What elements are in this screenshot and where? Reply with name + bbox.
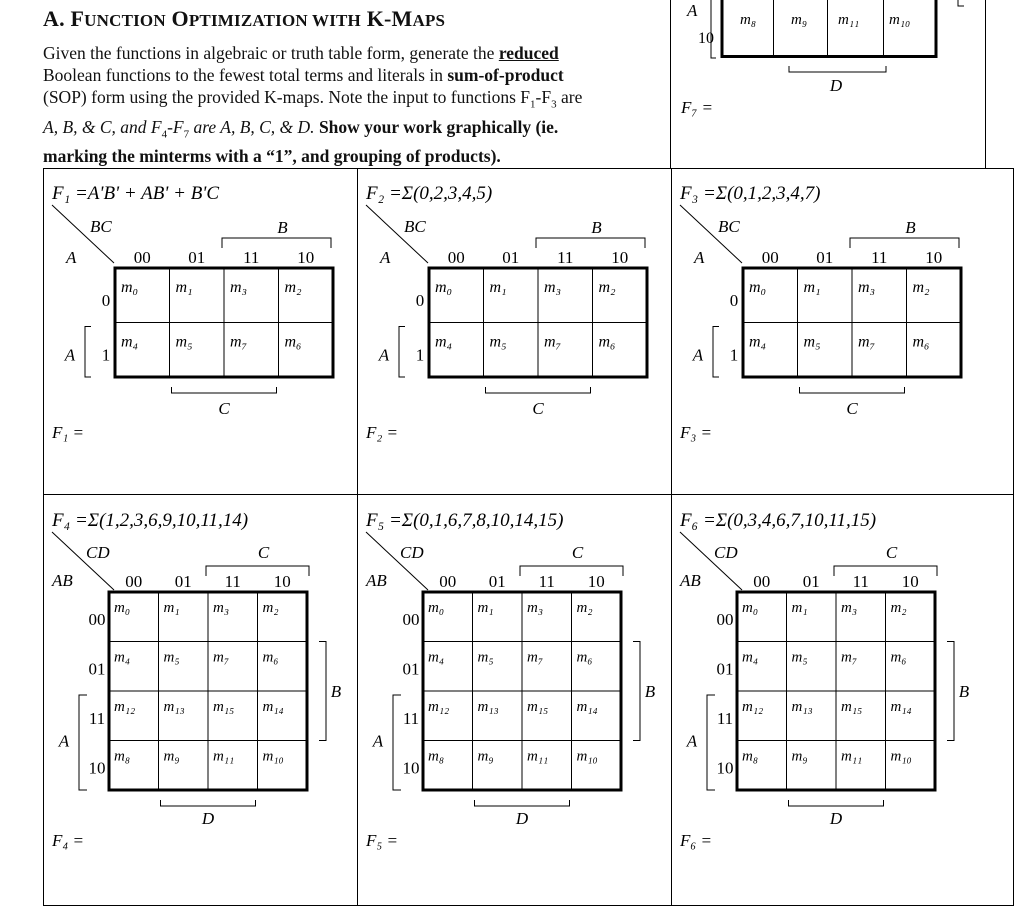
minterm-cell: m₁₂ <box>742 699 764 715</box>
row-header: 0 <box>729 291 739 310</box>
col-header: 11 <box>224 572 241 591</box>
row-header: 1 <box>101 345 111 365</box>
minterm-cell: m₂ <box>890 600 907 616</box>
row-header: 11 <box>88 709 106 728</box>
minterm-cell: m₅ <box>803 333 821 351</box>
row-header: 0 <box>415 291 425 310</box>
function-title: F₅ =Σ(0,1,6,7,8,10,14,15) <box>366 510 564 531</box>
f7-var-d: D <box>829 76 843 95</box>
col-header: 00 <box>447 248 465 267</box>
f7-cell: m₈ <box>740 12 757 28</box>
row-header: 01 <box>88 659 106 679</box>
row-header: 00 <box>716 610 734 629</box>
f7-cell: m₁₁ <box>838 12 860 28</box>
minterm-cell: m₅ <box>477 649 494 666</box>
corner-row-var: A <box>694 248 705 267</box>
kmap4-panel-6 <box>679 510 970 850</box>
minterm-cell: m₇ <box>527 649 544 666</box>
corner-col-vars: BC <box>404 217 426 236</box>
corner-col-vars: BC <box>90 217 112 236</box>
minterm-cell: m₁₃ <box>477 699 499 715</box>
row-header: 1 <box>415 345 425 365</box>
col-header: 01 <box>802 572 820 591</box>
row-header: 11 <box>716 709 734 728</box>
minterm-cell: m₃ <box>841 600 858 616</box>
col-header: 10 <box>901 572 919 591</box>
var-b-label: B <box>591 218 602 237</box>
minterm-cell: m₁₃ <box>163 699 185 715</box>
minterm-cell: m₄ <box>435 333 453 351</box>
var-b-label: B <box>330 682 342 701</box>
minterm-cell: m₁₅ <box>841 699 863 715</box>
minterm-cell: m₁ <box>175 279 193 296</box>
minterm-cell: m₁₀ <box>576 748 598 765</box>
function-answer: F₁ = <box>52 423 85 442</box>
minterm-cell: m₆ <box>576 649 593 666</box>
var-a-label: A <box>64 345 76 365</box>
minterm-cell: m₅ <box>175 333 193 351</box>
minterm-cell: m₁₅ <box>527 699 549 715</box>
corner-col-vars: BC <box>718 217 740 236</box>
minterm-cell: m₃ <box>527 600 544 616</box>
var-a-label: A <box>58 731 70 751</box>
col-header: 01 <box>488 572 506 591</box>
minterm-cell: m₉ <box>791 748 808 765</box>
minterm-cell: m₂ <box>284 279 302 296</box>
minterm-cell: m₁₁ <box>527 748 549 765</box>
col-header: 00 <box>125 572 143 591</box>
minterm-cell: m₁ <box>489 279 507 296</box>
row-header: 00 <box>88 610 106 629</box>
minterm-cell: m₅ <box>489 333 507 351</box>
kmap4-panel-4 <box>51 510 342 850</box>
row-header: 10 <box>716 758 734 778</box>
function-title: F₆ =Σ(0,3,4,6,7,10,11,15) <box>680 510 877 531</box>
minterm-cell: m₄ <box>114 649 131 666</box>
col-header: 01 <box>816 248 834 267</box>
var-d-label: D <box>829 809 843 828</box>
function-title: F₂ =Σ(0,2,3,4,5) <box>366 183 493 204</box>
function-answer: F₃ = <box>680 423 713 442</box>
function-title: F₁ =A'B' + AB' + B'C <box>52 183 220 204</box>
instructions: Given the functions in algebraic or truth table form, generate the reduced Boolean functions to the fewest total terms and literals in sum-of-product (SOP) form using the provided K-maps. Note the input to functions $F_1-F_3$ are A, B, & C, and $F_4-F_7$ are A, B, C, & D. Show your work graphically (ie. marking the minterms with a “1”, and grouping of products). <box>43 43 583 166</box>
minterm-cell: m₄ <box>121 333 139 351</box>
row-header: 10 <box>402 758 420 778</box>
corner-row-vars: AB <box>366 571 387 590</box>
minterm-cell: m₀ <box>121 279 139 296</box>
var-a-label: A <box>372 731 384 751</box>
minterm-cell: m₀ <box>428 600 445 616</box>
var-c-label: C <box>885 543 898 562</box>
row-header: 11 <box>402 709 420 728</box>
col-header: 11 <box>538 572 555 591</box>
minterm-cell: m₀ <box>742 600 759 616</box>
var-b-label: B <box>958 682 970 701</box>
minterm-cell: m₇ <box>213 649 230 666</box>
minterm-cell: m₆ <box>262 649 279 666</box>
minterm-cell: m₁ <box>163 600 180 616</box>
corner-col-vars: CD <box>714 543 738 562</box>
col-header: 01 <box>174 572 192 591</box>
var-b-label: B <box>644 682 656 701</box>
minterm-cell: m₂ <box>598 279 616 296</box>
col-header: 00 <box>133 248 151 267</box>
minterm-cell: m₁₅ <box>213 699 235 715</box>
minterm-cell: m₆ <box>912 333 930 351</box>
minterm-cell: m₁₁ <box>841 748 863 765</box>
minterm-cell: m₄ <box>742 649 759 666</box>
minterm-cell: m₁₂ <box>428 699 450 715</box>
minterm-cell: m₀ <box>749 279 767 296</box>
minterm-cell: m₆ <box>890 649 907 666</box>
var-c-label: C <box>571 543 584 562</box>
var-a-label: A <box>686 731 698 751</box>
minterm-cell: m₁₄ <box>890 699 912 715</box>
row-header: 01 <box>402 659 420 679</box>
var-b-label: B <box>277 218 288 237</box>
minterm-cell: m₁₁ <box>213 748 235 765</box>
minterm-cell: m₁₄ <box>576 699 598 715</box>
minterm-cell: m₂ <box>576 600 593 616</box>
function-answer: F₄ = <box>52 831 85 850</box>
section-title: A. FUNCTION OPTIMIZATION WITH K-MAPS <box>43 6 446 31</box>
f7-answer: F₇ = <box>681 98 714 117</box>
f7-kmap-fragment <box>680 0 964 117</box>
minterm-cell: m₃ <box>858 279 876 296</box>
minterm-cell: m₁ <box>477 600 494 616</box>
var-b-label: B <box>905 218 916 237</box>
minterm-cell: m₂ <box>912 279 930 296</box>
row-header: 00 <box>402 610 420 629</box>
col-header: 10 <box>273 572 291 591</box>
minterm-cell: m₃ <box>544 279 562 296</box>
row-header: 10 <box>88 758 106 778</box>
minterm-cell: m₆ <box>598 333 616 351</box>
corner-col-vars: CD <box>86 543 110 562</box>
minterm-cell: m₁₀ <box>262 748 284 765</box>
f7-var-a: A <box>687 1 698 20</box>
col-header: 01 <box>502 248 520 267</box>
minterm-cell: m₃ <box>230 279 248 296</box>
kmap3-panel-2 <box>365 183 647 442</box>
col-header: 11 <box>243 248 260 267</box>
function-answer: F₆ = <box>680 831 713 850</box>
var-c-label: C <box>532 399 544 418</box>
minterm-cell: m₂ <box>262 600 279 616</box>
function-answer: F₅ = <box>366 831 399 850</box>
function-answer: F₂ = <box>366 423 399 442</box>
minterm-cell: m₈ <box>742 748 759 765</box>
minterm-cell: m₈ <box>114 748 131 765</box>
var-c-label: C <box>257 543 270 562</box>
col-header: 10 <box>925 248 943 267</box>
kmap3-panel-1 <box>51 183 333 442</box>
minterm-cell: m₇ <box>230 333 248 351</box>
minterm-cell: m₁ <box>803 279 821 296</box>
minterm-cell: m₇ <box>858 333 876 351</box>
minterm-cell: m₇ <box>544 333 562 351</box>
panel-grid <box>43 0 1014 906</box>
var-d-label: D <box>201 809 215 828</box>
var-d-label: D <box>515 809 529 828</box>
row-header: 1 <box>729 345 739 365</box>
col-header: 11 <box>852 572 869 591</box>
minterm-cell: m₉ <box>477 748 494 765</box>
minterm-cell: m₀ <box>114 600 131 616</box>
minterm-cell: m₃ <box>213 600 230 616</box>
row-header: 01 <box>716 659 734 679</box>
col-header: 10 <box>297 248 315 267</box>
minterm-cell: m₁₃ <box>791 699 813 715</box>
var-c-label: C <box>218 399 230 418</box>
minterm-cell: m₁ <box>791 600 808 616</box>
col-header: 01 <box>188 248 206 267</box>
minterm-cell: m₀ <box>435 279 453 296</box>
minterm-cell: m₅ <box>163 649 180 666</box>
minterm-cell: m₈ <box>428 748 445 765</box>
corner-row-vars: AB <box>52 571 73 590</box>
col-header: 00 <box>761 248 779 267</box>
minterm-cell: m₁₂ <box>114 699 136 715</box>
var-c-label: C <box>846 399 858 418</box>
f7-cell: m₁₀ <box>889 12 911 28</box>
function-title: F₄ =Σ(1,2,3,6,9,10,11,14) <box>52 510 249 531</box>
minterm-cell: m₄ <box>749 333 767 351</box>
corner-col-vars: CD <box>400 543 424 562</box>
col-header: 00 <box>753 572 771 591</box>
col-header: 11 <box>557 248 574 267</box>
col-header: 00 <box>439 572 457 591</box>
corner-row-vars: AB <box>680 571 701 590</box>
var-a-label: A <box>692 345 704 365</box>
f7-cell: m₉ <box>791 12 808 28</box>
corner-row-var: A <box>380 248 391 267</box>
var-a-label: A <box>378 345 390 365</box>
corner-row-var: A <box>66 248 77 267</box>
minterm-cell: m₆ <box>284 333 302 351</box>
kmap3-panel-3 <box>679 183 961 442</box>
col-header: 10 <box>587 572 605 591</box>
col-header: 11 <box>871 248 888 267</box>
row-header: 0 <box>101 291 111 310</box>
f7-row-label: 10 <box>698 30 714 47</box>
minterm-cell: m₉ <box>163 748 180 765</box>
minterm-cell: m₄ <box>428 649 445 666</box>
minterm-cell: m₁₀ <box>890 748 912 765</box>
function-title: F₃ =Σ(0,1,2,3,4,7) <box>680 183 821 204</box>
minterm-cell: m₇ <box>841 649 858 666</box>
minterm-cell: m₁₄ <box>262 699 284 715</box>
col-header: 10 <box>611 248 629 267</box>
minterm-cell: m₅ <box>791 649 808 666</box>
kmap4-panel-5 <box>365 510 656 850</box>
